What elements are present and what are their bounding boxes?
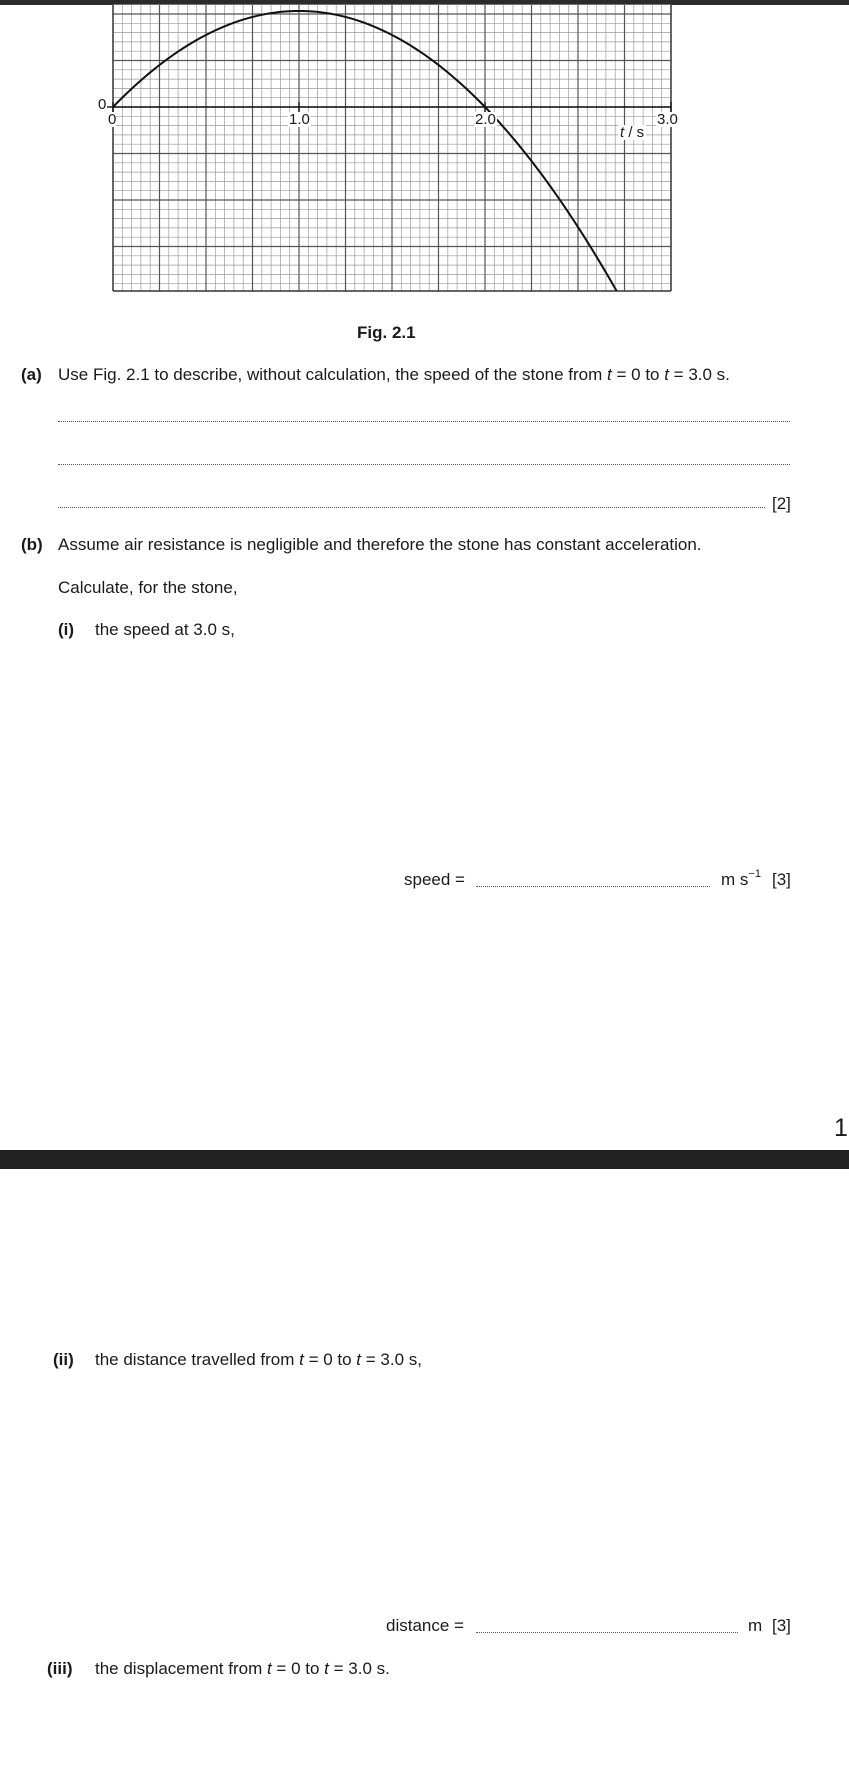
x-tick-label-3: 3.0 [657, 111, 678, 128]
part-b-ii-text-3: = 3.0 s, [361, 1350, 422, 1369]
part-b-iii-text-3: = 3.0 s. [328, 1659, 390, 1678]
part-a-text-3: = 3.0 s. [668, 365, 730, 384]
part-b-ii-question [95, 1350, 422, 1370]
page-separator-bar [0, 1150, 849, 1169]
part-a-marks: [2] [772, 494, 791, 513]
part-b-ii-var-t2: t [356, 1350, 362, 1369]
part-b-i-question: the speed at 3.0 s, [95, 620, 235, 639]
part-b-ii-var-t1: t [299, 1350, 304, 1369]
part-b-iii-label: (iii) [47, 1659, 73, 1678]
part-a-var-t1: t [607, 365, 612, 384]
part-b-statement: Assume air resistance is negligible and therefore the stone has constant acceleration. [58, 535, 702, 554]
page-number: 1 [834, 1114, 848, 1142]
part-a-text-1: Use Fig. 2.1 to describe, without calculation, the speed of the stone from [58, 365, 608, 384]
part-b-label: (b) [21, 535, 43, 554]
answer-line-a-2[interactable] [58, 464, 790, 465]
part-b-iii-text-2: = 0 to [271, 1659, 325, 1678]
distance-answer-label: distance = [386, 1616, 464, 1635]
answer-line-a-1[interactable] [58, 421, 790, 422]
distance-answer-line[interactable] [476, 1632, 738, 1633]
t-axis-unit: / s [624, 124, 645, 141]
part-b-ii-label: (ii) [53, 1350, 74, 1369]
part-b-iii-var-t2: t [324, 1659, 329, 1678]
y-zero-label: 0 [98, 96, 107, 113]
x-tick-label-2: 2.0 [475, 111, 496, 128]
speed-unit [721, 870, 761, 890]
t-axis-label [618, 125, 646, 140]
part-a-var-t2: t [664, 365, 669, 384]
answer-line-a-3[interactable] [58, 507, 765, 508]
part-b-iii-var-t1: t [266, 1659, 272, 1678]
speed-unit-exponent: −1 [748, 868, 761, 880]
speed-answer-label: speed = [404, 870, 465, 889]
part-b-iii-question [95, 1659, 390, 1679]
figure-caption: Fig. 2.1 [357, 323, 416, 342]
t-axis-var: t [620, 124, 625, 141]
part-a-text-2: = 0 to [611, 365, 665, 384]
part-b-iii-text-1: the displacement from [95, 1659, 267, 1678]
part-b-ii-marks: [3] [772, 1616, 791, 1635]
part-b-ii-text-1: the distance travelled from [95, 1350, 300, 1369]
x-tick-label-1: 1.0 [289, 111, 310, 128]
speed-unit-main: m s [721, 870, 749, 889]
part-a-label: (a) [21, 365, 42, 384]
part-a-question [58, 365, 730, 385]
part-b-instruction: Calculate, for the stone, [58, 578, 238, 597]
distance-unit: m [748, 1616, 763, 1635]
x-tick-label-0: 0 [108, 111, 117, 128]
speed-answer-line[interactable] [476, 886, 710, 887]
part-b-ii-text-2: = 0 to [303, 1350, 357, 1369]
fig-2-1-graph [0, 0, 849, 300]
part-b-i-marks: [3] [772, 870, 791, 889]
part-b-i-label: (i) [58, 620, 75, 639]
